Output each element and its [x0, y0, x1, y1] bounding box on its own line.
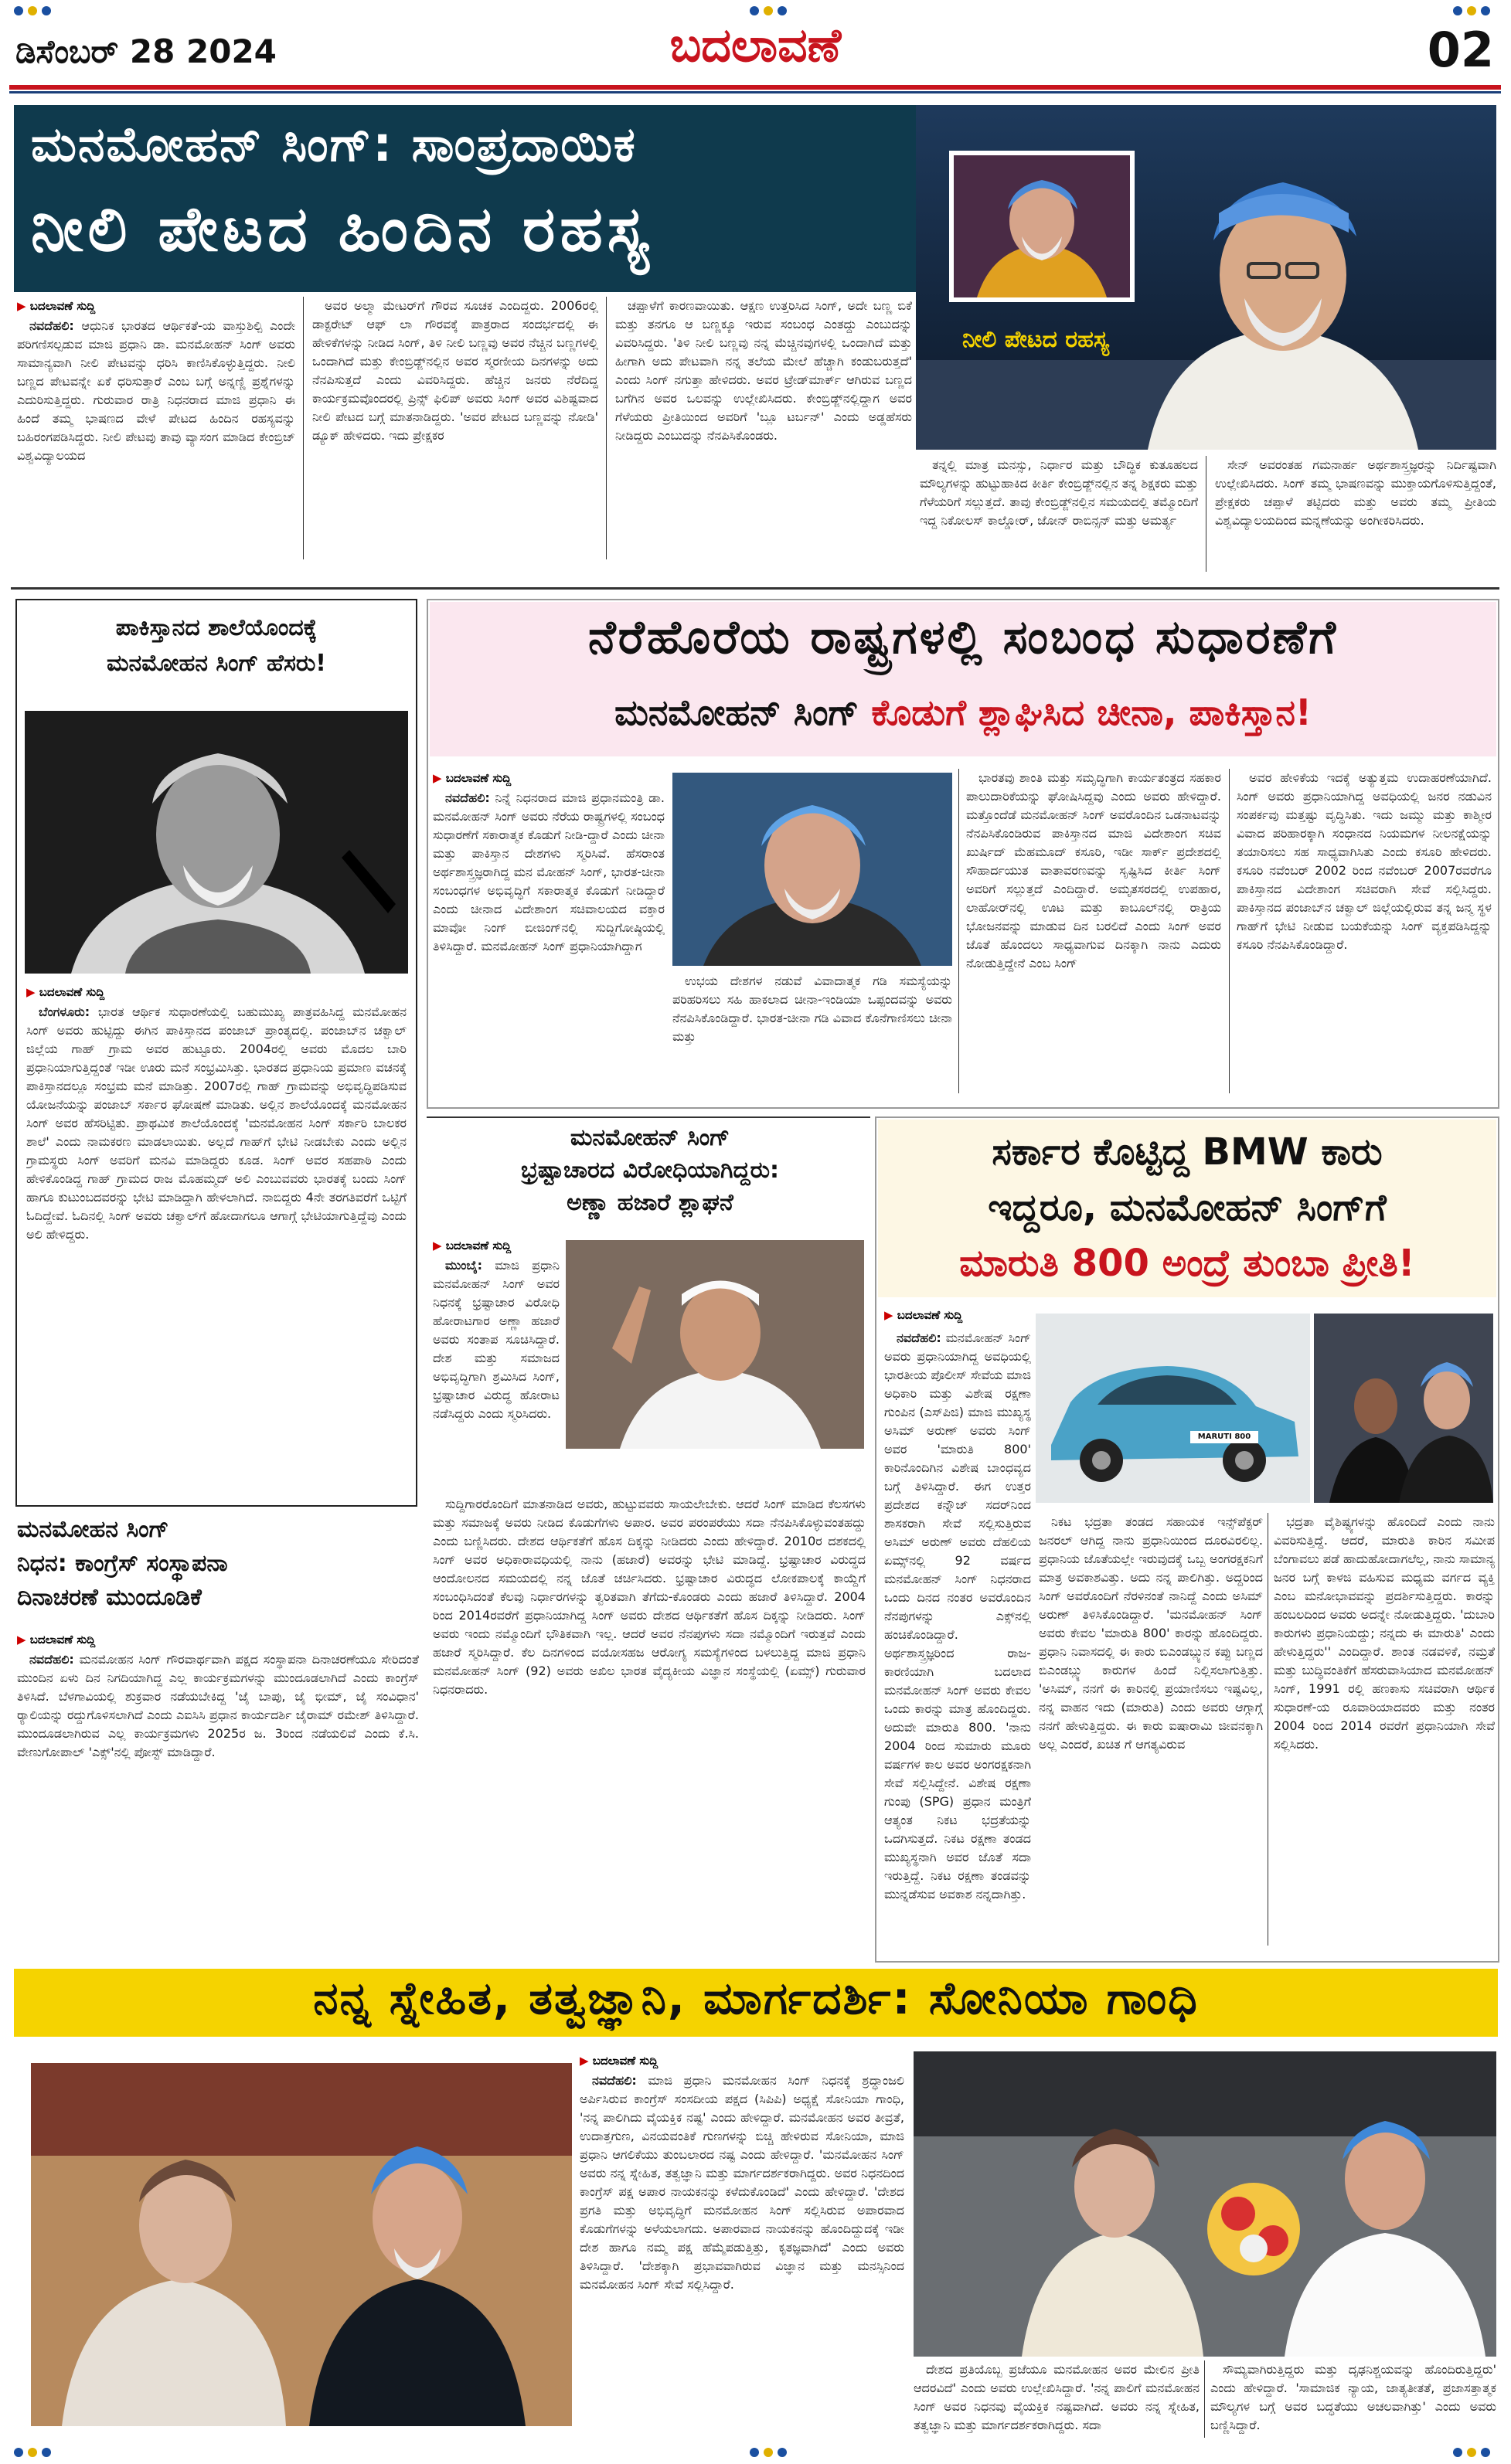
story7-byline: ▶ ಬದಲಾವಣೆ ಸುದ್ದಿ	[580, 2051, 904, 2070]
story3-body: ಮನಮೋಹನ ಸಿಂಗ್ ಗೌರವಾರ್ಥವಾಗಿ ಪಕ್ಷದ ಸಂಸ್ಥಾಪನಾ ದಿನಾಚರಣೆಯೂ ಸೇರಿದಂತೆ ಮುಂದಿನ ಏಳು ದಿನ ನಿಗದಿಯಾಗಿದ್ದ ಎಲ್ಲ ಕಾರ್ಯಕ್ರಮಗಳನ್ನು ಮುಂದೂಡಲಾಗಿದೆ ಎಂದು ಕಾಂಗ್ರೆಸ್ ತಿಳಿಸಿದೆ. ಬೆಳಗಾವಿಯಲ್ಲಿ ಶುಕ್ರವಾರ ನಡೆಯಬೇಕಿದ್ದ 'ಜೈ ಬಾಪು, ಜೈ ಭೀಮ್, ಜೈ ಸಂವಿಧಾನ' ರ್‍ಯಾಲಿಯನ್ನು ರದ್ದುಗೊಳಿಸಲಾಗಿದೆ ಎಂದು ಎಐಸಿಸಿ ಪ್ರಧಾನ ಕಾರ್ಯದರ್ಶಿ ಜೈರಾಮ್ ರಮೇಶ್ ತಿಳಿಸಿದ್ದಾರೆ. ಮುಂದೂಡಲಾಗಿರುವ ಎಲ್ಲ ಕಾರ್ಯಕ್ರಮಗಳು 2025ರ ಜ. 3ರಿಂದ ನಡೆಯಲಿವೆ ಎಂದು ಕೆ.ಸಿ. ವೇಣುಗೋಪಾಲ್ 'ಎಕ್ಸ್'ನಲ್ಲಿ ಪೋಸ್ಟ್ ಮಾಡಿದ್ದಾರೆ.	[17, 1652, 419, 1759]
story7-body-1: ಮಾಜಿ ಪ್ರಧಾನಿ ಮನಮೋಹನ ಸಿಂಗ್ ನಿಧನಕ್ಕೆ ಶ್ರದ್ಧಾಂಜಲಿ ಅರ್ಪಿಸಿರುವ ಕಾಂಗ್ರೆಸ್ ಸಂಸದೀಯ ಪಕ್ಷದ (ಸಿಪಿಪಿ) ಅಧ್ಯಕ್ಷೆ ಸೋನಿಯಾ ಗಾಂಧಿ, 'ನನ್ನ ಪಾಲಿಗಿದು ವೈಯಕ್ತಿಕ ನಷ್ಟ' ಎಂದು ಹೇಳಿದ್ದಾರೆ. ಮನಮೋಹನ ಅವರ ತೀವ್ರತೆ, ಉದಾತ್ತಗುಣ, ವಿನಯವಂತಿಕೆ ಗುಣಗಳನ್ನು ಬಿಚ್ಚಿ ಹೇಳಿರುವ ಸೋನಿಯಾ, ಮಾಜಿ ಪ್ರಧಾನಿ ಆಗಲಿಕೆಯು ತುಂಬಲಾರದ ನಷ್ಟ ಎಂದು ಹೇಳಿದ್ದಾರೆ. 'ಮನಮೋಹನ ಸಿಂಗ್ ಅವರು ನನ್ನ ಸ್ನೇಹಿತ, ತತ್ವಜ್ಞಾನಿ ಮತ್ತು ಮಾರ್ಗದರ್ಶಕರಾಗಿದ್ದರು. ಅವರ ನಿಧನದಿಂದ ಕಾಂಗ್ರೆಸ್ ಪಕ್ಷ ಅಪಾರ ನಾಯಕನನ್ನು ಕಳೆದುಕೊಂಡಿದೆ' ಎಂದು ಹೇಳಿದ್ದಾರೆ. 'ದೇಶದ ಪ್ರಗತಿ ಮತ್ತು ಅಭಿವೃದ್ಧಿಗೆ ಮನಮೋಹನ ಸಿಂಗ್ ಸಲ್ಲಿಸಿರುವ ಅಪಾರವಾದ ಕೊಡುಗೆಗಳನ್ನು ಅಳೆಯಲಾಗದು. ಅಪಾರವಾದ ನಾಯಕನನ್ನು ಹೊಂದಿದ್ದುದಕ್ಕೆ ಇಡೀ ದೇಶ ಹಾಗೂ ನಮ್ಮ ಪಕ್ಷ ಹೆಮ್ಮೆಪಡುತ್ತಿತ್ತು, ಕೃತಜ್ಞವಾಗಿದೆ' ಎಂದು ಅವರು ತಿಳಿಸಿದ್ದಾರೆ. 'ದೇಶಕ್ಕಾಗಿ ಪ್ರಭಾವವಾಗಿರುವ ವಿಜ್ಞಾನ ಮತ್ತು ಮನಸ್ಸಿನಿಂದ ಮನಮೋಹನ ಸಿಂಗ್ ಸೇವೆ ಸಲ್ಲಿಸಿದ್ದಾರೆ.	[580, 2073, 904, 2292]
story1-column-3	[615, 297, 912, 575]
story5-column-short	[433, 1236, 560, 1491]
story5-body-short: ಮಾಜಿ ಪ್ರಧಾನಿ ಮನಮೋಹನ್ ಸಿಂಗ್ ಅವರ ನಿಧನಕ್ಕೆ ಭ್ರಷ್ಟಾಚಾರ ವಿರೋಧಿ ಹೋರಾಟಗಾರ ಅಣ್ಣಾ ಹಜಾರೆ ಅವರು ಸಂತಾಪ ಸೂಚಿಸಿದ್ದಾರೆ. ದೇಶ ಮತ್ತು ಸಮಾಜದ ಅಭಿವೃದ್ಧಿಗಾಗಿ ಶ್ರಮಿಸಿದ ಸಿಂಗ್, ಭ್ರಷ್ಟಾಚಾರ ವಿರುದ್ಧ ಹೋರಾಟ ನಡೆಸಿದ್ದರು ಎಂದು ಸ್ಮರಿಸಿದರು.	[433, 1258, 560, 1421]
story4-photo	[672, 773, 952, 966]
story1-column-2	[312, 297, 598, 575]
top-left-dots	[14, 6, 51, 15]
story7-photo-1	[31, 2063, 572, 2426]
story6-headline-line3: ಮಾರುತಿ 800 ಅಂದ್ರೆ ತುಂಬಾ ಪ್ರೀತಿ!	[959, 1242, 1415, 1285]
bottom-right-dots	[1453, 2448, 1490, 2457]
story6-car-photo	[1036, 1314, 1310, 1503]
story4-body-2: ಉಭಯ ದೇಶಗಳ ನಡುವೆ ವಿವಾದಾತ್ಮಕ ಗಡಿ ಸಮಸ್ಯೆಯನ್ನು ಪರಿಹರಿಸಲು ಸಹಿ ಹಾಕಲಾದ ಚೀನಾ-ಇಂಡಿಯಾ ಒಪ್ಪಂದವನ್ನು ಅವರು ನೆನಪಿಸಿಕೊಂಡಿದ್ದಾರೆ. ಭಾರತ-ಚೀನಾ ಗಡಿ ವಿವಾದ ಕೊನೆಗಾಣಿಸಲು ಚೀನಾ ಮತ್ತು	[672, 974, 952, 1044]
story4-column-1	[417, 769, 665, 1101]
story1-body-4: ತನ್ನಲ್ಲಿ ಮಾತ್ರ ಮನಸ್ಸು, ನಿರ್ಧಾರ ಮತ್ತು ಬೌದ್ಧಿಕ ಕುತೂಹಲದ ಮೌಲ್ಯಗಳನ್ನು ಹುಟ್ಟುಹಾಕಿದ ಕೀರ್ತಿ ಕೇಂಬ್ರಿಡ್ಜ್‌ನಲ್ಲಿನ ತನ್ನ ಶಿಕ್ಷಕರು ಮತ್ತು ಗೆಳೆಯರಿಗೆ ಸಲ್ಲುತ್ತದೆ. ತಾವು ಕೇಂಬ್ರಿಡ್ಜ್‌ನಲ್ಲಿನ ಸಮಯದಲ್ಲಿ ತಮ್ಮೊಂದಿಗೆ ಇದ್ದ ನಿಕೋಲಸ್ ಕಾಲ್ಡೋರ್, ಜೋನ್ ರಾಬಿನ್ಸನ್ ಮತ್ತು ಅಮರ್ತ್ಯ	[920, 457, 1198, 528]
story2-body: ಭಾರತ ಆರ್ಥಿಕ ಸುಧಾರಣೆಯಲ್ಲಿ ಬಹುಮುಖ್ಯ ಪಾತ್ರವಹಿಸಿದ್ದ ಮನಮೋಹನ ಸಿಂಗ್ ಅವರು ಹುಟ್ಟಿದ್ದು ಈಗಿನ ಪಾಕಿಸ್ತಾನದ ಪಂಜಾಬ್ ಪ್ರಾಂತ್ಯದಲ್ಲಿ. ಪಂಜಾಬ್‌ನ ಚಕ್ವಾಲ್ ಜಿಲ್ಲೆಯ ಗಾಹ್ ಗ್ರಾಮ ಅವರ ಹುಟ್ಟೂರು. 2004ರಲ್ಲಿ ಅವರು ಮೊದಲ ಬಾರಿ ಪ್ರಧಾನಿಯಾಗುತ್ತಿದ್ದಂತೆ ಇಡೀ ಊರು ಮನೆ ಸಂಭ್ರಮಿಸಿತ್ತು. ಭಾರತದ ಪ್ರಧಾನಿಯ ಪ್ರಮಾಣ ವಚನಕ್ಕೆ ಪಾಕಿಸ್ತಾನದಲ್ಲೂ ಸಂಭ್ರಮ ಮನೆ ಮಾಡಿತ್ತು. 2007ರಲ್ಲಿ ಗಾಹ್ ಗ್ರಾಮವನ್ನು ಅಭಿವೃದ್ಧಿಪಡಿಸುವ ಯೋಜನೆಯನ್ನು ಪಂಜಾಬ್ ಸರ್ಕಾರ ಘೋಷಣೆ ಮಾಡಿತು. ಅಲ್ಲಿನ ಶಾಲೆಯೊಂದಕ್ಕೆ ಮನಮೋಹನ ಸಿಂಗ್ ಅವರ ಹೆಸರಿಟ್ಟಿತು. ಪ್ರಾಥಮಿಕ ಶಾಲೆಯೊಂದಕ್ಕೆ 'ಮನಮೋಹನ ಸಿಂಗ್ ಸರ್ಕಾರಿ ಬಾಲಕರ ಶಾಲೆ' ಎಂದು ನಾಮಕರಣ ಮಾಡಲಾಯಿತು. ಅಲ್ಲದೆ ಗಾಹ್‌ಗೆ ಭೇಟಿ ನೀಡಬೇಕು ಎಂದು ಅಲ್ಲಿನ ಗ್ರಾಮಸ್ಥರು ಸಿಂಗ್ ಅವರಿಗೆ ಮನವಿ ಮಾಡಿದ್ದರು ಕೂಡ. ಸಿಂಗ್ ಅವರ ಸಹಪಾಠಿ ಎಂದು ಹೇಳಿಕೊಂಡಿದ್ದ ಗಾಹ್ ಗ್ರಾಮದ ರಾಜ ಮೊಹಮ್ಮದ್ ಅಲಿ ಎಂಬುವವರು ಭಾರತಕ್ಕೆ ಬಂದು ಸಿಂಗ್ ಹಾಗೂ ಕುಟುಂಬದವರನ್ನು ಭೇಟಿ ಮಾಡಿದ್ದಾಗಿ ಹೇಳಲಾಗಿದೆ. ನಾಬಿದ್ದರು 4ನೇ ತರಗತಿವರೆಗೆ ಒಟ್ಟಿಗೆ ಓದಿದ್ದೇವೆ. ಓದಿನಲ್ಲಿ ಸಿಂಗ್ ಅವರು ಚಕ್ವಾಲ್‌ಗೆ ಹೋದಾಗಲೂ ಆಗಾಗ್ಗೆ ಭೇಟಿಯಾಗುತ್ತಿದ್ದೆವು ಎಂದು ಅಲಿ ಹೇಳಿದ್ದರು.	[26, 1004, 407, 1242]
story6-headline-line1: ಸರ್ಕಾರ ಕೊಟ್ಟಿದ್ದ BMW ಕಾರು	[992, 1130, 1383, 1174]
story4-column-3	[966, 769, 1221, 1101]
story7-body-3: ಸೌಮ್ಯವಾಗಿರುತ್ತಿದ್ದರು ಮತ್ತು ದೃಢನಿಶ್ಚಯವನ್ನು ಹೊಂದಿರುತ್ತಿದ್ದರು' ಎಂದು ಹೇಳಿದ್ದಾರೆ. 'ಸಾಮಾಜಿಕ ನ್ಯಾಯ, ಜಾತ್ಯತೀತತೆ, ಪ್ರಜಾಸತ್ತಾತ್ಮಕ ಮೌಲ್ಯಗಳ ಬಗ್ಗೆ ಅವರ ಬದ್ಧತೆಯು ಅಚಲವಾಗಿತ್ತು' ಎಂದು ಅವರು ಬಣ್ಣಿಸಿದ್ದಾರೆ.	[1210, 2362, 1496, 2432]
story6-headline	[878, 1124, 1496, 1291]
story6-person-photo	[1314, 1314, 1493, 1503]
top-center-dots	[750, 6, 787, 15]
story2-byline: ▶ ಬದಲಾವಣೆ ಸುದ್ದಿ	[26, 983, 407, 1001]
story7-column-1	[580, 2051, 904, 2360]
story7-column-2	[914, 2360, 1200, 2445]
story2-photo	[25, 711, 408, 974]
story4-headline-highlight: ಕೊಡುಗೆ ಶ್ಲಾಘಿಸಿದ ಚೀನಾ, ಪಾಕಿಸ್ತಾನ!	[871, 692, 1312, 733]
story1-body-1: ಆಧುನಿಕ ಭಾರತದ ಆರ್ಥಿಕತೆ-ಯ ವಾಸ್ತುಶಿಲ್ಪಿ ಎಂದೇ ಪರಿಗಣಿಸಲ್ಪಡುವ ಮಾಜಿ ಪ್ರಧಾನಿ ಡಾ. ಮನಮೋಹನ್ ಸಿಂಗ್ ಅವರು ಸಾಮಾನ್ಯವಾಗಿ ನೀಲಿ ಪೇಟವನ್ನು ಧರಿಸಿ ಕಾಣಿಸಿಕೊಳ್ಳುತ್ತಿದ್ದರು. ನೀಲಿ ಬಣ್ಣದ ಪೇಟವನ್ನೇ ಏಕೆ ಧರಿಸುತ್ತಾರೆ ಎಂಬ ಬಗ್ಗೆ ಅನ್ನಣ್ಣಿ ಪ್ರಶ್ನೆಗಳನ್ನು ಎದುರಿಸುತ್ತಿದ್ದರು. ಗುರುವಾರ ರಾತ್ರಿ ನಿಧನರಾದ ಮಾಜಿ ಪ್ರಧಾನಿ ಈ ಹಿಂದೆ ತಮ್ಮ ಭಾಷಣದ ವೇಳೆ ಪೇಟದ ಹಿಂದಿನ ರಹಸ್ಯವನ್ನು ಬಹಿರಂಗಪಡಿಸಿದ್ದರು. ನೀಲಿ ಪೇಟವು ತಾವು ವ್ಯಾಸಂಗ ಮಾಡಿದ ಕೇಂಬ್ರಿಜ್ ವಿಶ್ವವಿದ್ಯಾಲಯದ	[17, 318, 295, 463]
story5-body-full: ಸುದ್ದಿಗಾರರೊಂದಿಗೆ ಮಾತನಾಡಿದ ಅವರು, ಹುಟ್ಟುವವರು ಸಾಯಲೇಬೇಕು. ಆದರೆ ಸಿಂಗ್ ಮಾಡಿದ ಕೆಲಸಗಳು ಮತ್ತು ಸಮಾಜಕ್ಕೆ ಅವರು ನೀಡಿದ ಕೊಡುಗೆಗಳು ಅಪಾರ. ಅವರ ಪರಂಪರೆಯು ಸದಾ ನೆನಪಿಸಿಕೊಳ್ಳುವಂತಹದ್ದು ಎಂದು ಬಣ್ಣಿಸಿದರು. ದೇಶದ ಆರ್ಥಿಕತೆಗೆ ಹೊಸ ದಿಕ್ಕನ್ನು ನೀಡಿದರು ಎಂದು ಹೇಳಿದ್ದಾರೆ. 2010ರ ದಶಕದಲ್ಲಿ ಸಿಂಗ್ ಅವರ ಅಧಿಕಾರಾವಧಿಯಲ್ಲಿ ನಾನು (ಹಜಾರೆ) ಅವರನ್ನು ಭೇಟಿ ಮಾಡಿದ್ದೆ. ಭ್ರಷ್ಟಾಚಾರ ವಿರುದ್ಧದ ಆಂದೋಲನದ ಸಮಯದಲ್ಲಿ ನನ್ನ ಜೊತೆ ಚರ್ಚಿಸಿದರು. ಭ್ರಷ್ಟಾಚಾರ ವಿರುದ್ಧದ ಲೋಕಪಾಲಕ್ಕೆ ಕಾಯ್ದೆಗೆ ಸಂಬಂಧಿಸಿದಂತೆ ಕೆಲವು ನಿರ್ಧಾರಗಳನ್ನು ತ್ವರಿತವಾಗಿ ತೆಗೆದು-ಕೊಂಡರು ಎಂದು ಹಜಾರೆ ತಿಳಿಸಿದ್ದಾರೆ. 2004 ರಿಂದ 2014ರವರೆಗೆ ಪ್ರಧಾನಿಯಾಗಿದ್ದ ಸಿಂಗ್ ಅವರು ದೇಶದ ಆರ್ಥಿಕತೆಗೆ ಹೊಸ ದಿಕ್ಕನ್ನು ನೀಡಿದರು. ಸಿಂಗ್ ಅವರು ಇಂದು ನಮ್ಮೊಂದಿಗೆ ಭೌತಿಕವಾಗಿ ಇಲ್ಲ. ಆದರೆ ಅವರ ನೆನಪುಗಳು ಸದಾ ನಮ್ಮೊಂದಿಗೆ ಇರುತ್ತವೆ ಎಂದು ಹಜಾರೆ ಸ್ಮರಿಸಿದ್ದಾರೆ. ಕೆಲ ದಿನಗಳಿಂದ ವಯೋಸಹಜ ಆರೋಗ್ಯ ಸಮಸ್ಯೆಗಳಿಂದ ಬಳಲುತ್ತಿದ್ದ ಮಾಜಿ ಪ್ರಧಾನಿ ಮನಮೋಹನ್ ಸಿಂಗ್ (92) ಅವರು ಅಖಿಲ ಭಾರತ ವೈದ್ಯಕೀಯ ವಿಜ್ಞಾನ ಸಂಸ್ಥೆಯಲ್ಲಿ (ಏಮ್ಸ್) ಗುರುವಾರ ನಿಧನರಾದರು.	[433, 1497, 866, 1697]
story1-photo-caption: ನೀಲಿ ಪೇಟದ ರಹಸ್ಯ	[961, 326, 1110, 353]
story3-headline	[17, 1513, 419, 1615]
story1-headline-line2: ನೀಲಿ ಪೇಟದ ಹಿಂದಿನ ರಹಸ್ಯ	[31, 193, 654, 265]
story1-column-4	[920, 456, 1198, 579]
story5-headline-line1: ಮನಮೋಹನ್ ಸಿಂಗ್	[570, 1124, 730, 1151]
top-right-dots	[1453, 6, 1490, 15]
story1-headline-line1: ಮನಮೋಹನ್ ಸಿಂಗ್: ಸಾಂಪ್ರದಾಯಿಕ	[31, 116, 637, 172]
story6-headline-line2: ಇದ್ದರೂ, ಮನಮೋಹನ್ ಸಿಂಗ್‌ಗೆ	[988, 1186, 1387, 1229]
story3-dateline: ನವದೆಹಲಿ:	[29, 1652, 74, 1667]
story1-column-1	[17, 297, 295, 575]
story7-photo-2	[914, 2051, 1496, 2357]
story6-body-3: ಭದ್ರತಾ ವೈಶಿಷ್ಟ್ಯಗಳನ್ನು ಹೊಂದಿದೆ ಎಂದು ನಾನು ವಿವರಿಸುತ್ತಿದ್ದೆ. ಆದರೆ, ಮಾರುತಿ ಕಾರಿನ ಸಮೀಪ ಬೆಂಗಾವಲು ಪಡೆ ಹಾದುಹೋದಾಗಲೆಲ್ಲ, ನಾನು ಸಾಮಾನ್ಯ ಜನರ ಬಗ್ಗೆ ಕಾಳಜಿ ವಹಿಸುವ ಮಧ್ಯಮ ವರ್ಗದ ವ್ಯಕ್ತಿ ಎಂಬ ಮನೋಭಾವವನ್ನು ಪ್ರದರ್ಶಿಸುತ್ತಿದ್ದರು. ಕಾರನ್ನು ಹಂಬಲದಿಂದ ಅವರು ಅದನ್ನೇ ನೋಡುತ್ತಿದ್ದರು. 'ದುಬಾರಿ ಕಾರುಗಳು ಪ್ರಧಾನಿಯದ್ದು; ನನ್ನದು ಈ ಮಾರುತಿ' ಎಂದು ಹೇಳುತ್ತಿದ್ದರು'' ಎಂದಿದ್ದಾರೆ. ಶಾಂತ ನಡವಳಿಕೆ, ನಮ್ರತೆ ಮತ್ತು ಬುದ್ಧಿವಂತಿಕೆಗೆ ಹೆಸರುವಾಸಿಯಾದ ಮನಮೋಹನ್ ಸಿಂಗ್, 1991 ರಲ್ಲಿ ಹಣಕಾಸು ಸಚಿವರಾಗಿ ಆರ್ಥಿಕ ಸುಧಾರಣೆ-ಯ ರೂವಾರಿಯಾದವರು ಮತ್ತು ನಂತರ 2004 ರಿಂದ 2014 ರವರೆಗೆ ಪ್ರಧಾನಿಯಾಗಿ ಸೇವೆ ಸಲ್ಲಿಸಿದರು.	[1274, 1514, 1495, 1752]
story3-body-column	[17, 1630, 419, 1955]
story7-headline: ನನ್ನ ಸ್ನೇಹಿತ, ತತ್ವಜ್ಞಾನಿ, ಮಾರ್ಗದರ್ಶಿ: ಸೋನಿಯಾ ಗಾಂಧಿ	[313, 1972, 1199, 2024]
story5-headline-line2: ಭ್ರಷ್ಟಾಚಾರದ ವಿರೋಧಿಯಾಗಿದ್ದರು:	[521, 1157, 779, 1184]
story3-headline-line1: ಮನಮೋಹನ ಸಿಂಗ್	[17, 1516, 169, 1543]
story2-headline	[23, 610, 410, 681]
story4-body-3: ಭಾರತವು ಶಾಂತಿ ಮತ್ತು ಸಮೃದ್ಧಿಗಾಗಿ ಕಾರ್ಯತಂತ್ರದ ಸಹಕಾರ ಪಾಲುದಾರಿಕೆಯನ್ನು ಘೋಷಿಸಿದ್ದವು ಎಂದು ಅವರು ಹೇಳಿದ್ದಾರೆ. ಮತ್ತೊಂದೆಡೆ ಮನಮೋಹನ್ ಸಿಂಗ್ ಅವರೊಂದಿನ ಒಡನಾಟವನ್ನು ನೆನಪಿಸಿಕೊಂಡಿರುವ ಪಾಕಿಸ್ತಾನದ ಮಾಜಿ ವಿದೇಶಾಂಗ ಸಚಿವ ಖುರ್ಷಿದ್ ಮೆಹಮೂದ್ ಕಸೂರಿ, ಇಡೀ ಸಾರ್ಕ್ ಪ್ರದೇಶದಲ್ಲಿ ಸೌಹಾರ್ದಯುತ ವಾತಾವರಣವನ್ನು ಸೃಷ್ಟಿಸಿದ ಕೀರ್ತಿ ಸಿಂಗ್ ಅವರಿಗೆ ಸಲ್ಲುತ್ತದೆ ಎಂದಿದ್ದಾರೆ. ಅಮೃತಸರದಲ್ಲಿ ಉಪಹಾರ, ಲಾಹೋರ್‌ನಲ್ಲಿ ಊಟ ಮತ್ತು ಕಾಬೂಲ್‌ನಲ್ಲಿ ರಾತ್ರಿಯ ಭೋಜನವನ್ನು ಮಾಡುವ ದಿನ ಬರಲಿದೆ ಎಂದು ಸಿಂಗ್ ಅವರ ಜೊತೆ ಹೊಂದಲು ಸಾಧ್ಯವಾಗುವ ದಿನಕ್ಕಾಗಿ ನಾನು ಎದುರು ನೋಡುತ್ತಿದ್ದೇನೆ ಎಂಬ ಸಿಂಗ್	[966, 770, 1221, 970]
story6-column-1	[884, 1329, 1031, 1959]
page-number: 02	[1427, 22, 1494, 78]
story5-headline	[430, 1122, 870, 1219]
story2-headline-line1: ಪಾಕಿಸ್ತಾನದ ಶಾಲೆಯೊಂದಕ್ಕೆ	[115, 614, 318, 641]
issue-date: ಡಿಸೆಂಬರ್ 28 2024	[15, 32, 277, 70]
story4-headline-line1: ನೆರೆಹೊರೆಯ ರಾಷ್ಟ್ರಗಳಲ್ಲಿ ಸಂಬಂಧ ಸುಧಾರಣೆಗೆ	[587, 610, 1339, 664]
story5-headline-line3: ಅಣ್ಣಾ ಹಜಾರೆ ಶ್ಲಾಘನೆ	[567, 1189, 733, 1216]
story3-headline-line3: ದಿನಾಚರಣೆ ಮುಂದೂಡಿಕೆ	[17, 1584, 202, 1611]
story2-headline-line2: ಮನಮೋಹನ ಸಿಂಗ್ ಹೆಸರು!	[107, 650, 326, 677]
story1-body-3: ಚಪ್ಪಾಳೆಗೆ ಕಾರಣವಾಯಿತು. ಆಕ್ಷಣ ಉತ್ತರಿಸಿದ ಸಿಂಗ್, ಅದೇ ಬಣ್ಣ ಬಿಕೆ ಮತ್ತು ತನಗೂ ಆ ಬಣ್ಣಕ್ಕೂ ಇರುವ ಸಂಬಂಧ ಎಂತದ್ದು ಎಂಬುದನ್ನು ವಿವರಿಸಿದ್ದರು. 'ತಿಳಿ ನೀಲಿ ಬಣ್ಣವು ನನ್ನ ಮೆಚ್ಚಿನವುಗಳಲ್ಲಿ ಒಂದಾಗಿದೆ ಮತ್ತು ಹೀಗಾಗಿ ಅದು ಪೇಟವಾಗಿ ನನ್ನ ತಲೆಯ ಮೇಲೆ ಹೆಚ್ಚಾಗಿ ಕಂಡುಬರುತ್ತದೆ' ಎಂದು ಸಿಂಗ್ ನಗುತ್ತಾ ಹೇಳಿದರು. ಅವರ ಟ್ರೇಡ್‌ಮಾರ್ಕ್ ಆಗಿರುವ ಬಣ್ಣದ ಬಗೆಗಿನ ಅವರ ಒಲವನ್ನು ಉಲ್ಲೇಖಿಸಿದರು. ಕೇಂಬ್ರಿಡ್ಜ್‌ನಲ್ಲಿದ್ದಾಗ ಅವರ ಗೆಳೆಯರು ಪ್ರೀತಿಯಿಂದ ಅವರಿಗೆ 'ಬ್ಲೂ ಟರ್ಬನ್' ಎಂದು ಅಡ್ಡಹೆಸರು ನೀಡಿದ್ದರು ಎಂಬುದನ್ನು ನೆನಪಿಸಿಕೊಂಡರು.	[615, 298, 912, 443]
story4-headline-name: ಮನಮೋಹನ್ ಸಿಂಗ್	[614, 692, 859, 733]
story4-headline-line2	[430, 692, 1496, 735]
story4-body-1: ನಿನ್ನೆ ನಿಧನರಾದ ಮಾಜಿ ಪ್ರಧಾನಮಂತ್ರಿ ಡಾ. ಮನಮೋಹನ್ ಸಿಂಗ್ ಅವರು ನೆರೆಯ ರಾಷ್ಟ್ರಗಳಲ್ಲಿ ಸಂಬಂಧ ಸುಧಾರಣೆಗೆ ಸಕಾರಾತ್ಮಕ ಕೊಡುಗೆ ನೀಡಿ-ದ್ದಾರೆ ಎಂದು ಚೀನಾ ಮತ್ತು ಪಾಕಿಸ್ತಾನ ದೇಶಗಳು ಸ್ಮರಿಸಿವೆ. ಹೆಸರಾಂತ ಅರ್ಥಶಾಸ್ತ್ರಜ್ಞರಾಗಿದ್ದ ಮನ ಮೋಹನ್ ಸಿಂಗ್, ಭಾರತ-ಚೀನಾ ಸಂಬಂಧಗಳ ಅಭಿವೃದ್ಧಿಗೆ ಸಕಾರಾತ್ಮಕ ಕೊಡುಗೆ ನೀಡಿದ್ದಾರೆ ಎಂದು ಚೀನಾದ ವಿದೇಶಾಂಗ ಸಚಿವಾಲಯದ ವಕ್ತಾರ ಮಾವೋ ನಿಂಗ್ ಬೀಜಿಂಗ್‌ನಲ್ಲಿ ಸುದ್ದಿಗೋಷ್ಠಿಯಲ್ಲಿ ತಿಳಿಸಿದ್ದಾರೆ. ಮನಮೋಹನ್ ಸಿಂಗ್ ಪ್ರಧಾನಿಯಾಗಿದ್ದಾಗ	[433, 790, 665, 953]
story6-byline: ▶ ಬದಲಾವಣೆ ಸುದ್ದಿ	[884, 1306, 1031, 1324]
story2-body-column	[26, 983, 407, 1493]
story7-dateline: ನವದೆಹಲಿ:	[592, 2073, 637, 2088]
story5-dateline: ಮುಂಬೈ:	[445, 1258, 483, 1273]
bottom-left-dots	[14, 2448, 51, 2457]
story2-dateline: ಬೆಂಗಳೂರು:	[39, 1004, 90, 1019]
story1-column-5	[1215, 456, 1496, 579]
bottom-center-dots	[750, 2448, 787, 2457]
story1-dateline: ನವದೆಹಲಿ:	[29, 318, 74, 333]
story7-column-3	[1210, 2360, 1496, 2445]
story7-body-2: ದೇಶದ ಪ್ರತಿಯೊಬ್ಬ ಪ್ರಜೆಯೂ ಮನಮೋಹನ ಅವರ ಮೇಲಿನ ಪ್ರೀತಿ ಆದರವಿದೆ' ಎಂದು ಅವರು ಉಲ್ಲೇಖಿಸಿದ್ದಾರೆ. 'ನನ್ನ ಪಾಲಿಗೆ ಮನಮೋಹನ ಸಿಂಗ್ ಅವರ ನಿಧನವು ವೈಯಕ್ತಿಕ ನಷ್ಟವಾಗಿದೆ. ಅವರು ನನ್ನ ಸ್ನೇಹಿತ, ತತ್ವಜ್ಞಾನಿ ಮತ್ತು ಮಾರ್ಗದರ್ಶಕರಾಗಿದ್ದರು. ಸದಾ	[914, 2362, 1200, 2432]
story3-byline: ▶ ಬದಲಾವಣೆ ಸುದ್ದಿ	[17, 1630, 419, 1649]
story5-photo	[566, 1240, 864, 1449]
car-plate: MARUTI 800	[1197, 1433, 1251, 1441]
story6-column-2	[1039, 1513, 1263, 1961]
story4-body-4: ಅವರ ಹೇಳಿಕೆಯ ಇದಕ್ಕೆ ಅತ್ಯುತ್ತಮ ಉದಾಹರಣೆಯಾಗಿದೆ. ಸಿಂಗ್ ಅವರು ಪ್ರಧಾನಿಯಾಗಿದ್ದ ಅವಧಿಯಲ್ಲಿ ಜನರ ನಡುವಿನ ಸಂಪರ್ಕವು ಮತ್ತಷ್ಟು ವೃದ್ಧಿಸಿತು. ಇದು ಜಮ್ಮು ಮತ್ತು ಕಾಶ್ಮೀರ ವಿವಾದ ಪರಿಹಾರಕ್ಕಾಗಿ ಸಂಧಾನದ ನಿಯಮಗಳ ನೀಲನಕ್ಷೆಯನ್ನು ತಯಾರಿಸಲು ಸಹ ಸಾಧ್ಯವಾಗಿಸಿತು ಎಂದು ಕಸೂರಿ ಹೇಳಿದರು. ಕಸೂರಿ ನವೆಂಬರ್ 2002 ರಿಂದ ನವೆಂಬರ್ 2007ರವರೆಗೂ ಪಾಕಿಸ್ತಾನದ ವಿದೇಶಾಂಗ ಸಚಿವರಾಗಿ ಸೇವೆ ಸಲ್ಲಿಸಿದ್ದರು. ಪಾಕಿಸ್ತಾನದ ಪಂಜಾಬ್‌ನ ಚಕ್ವಾಲ್ ಜಿಲ್ಲೆಯಲ್ಲಿರುವ ತನ್ನ ಜನ್ಮ ಸ್ಥಳ ಗಾಹ್‌ಗೆ ಭೇಟಿ ನೀಡುವ ಬಯಕೆಯನ್ನು ಸಿಂಗ್ ವ್ಯಕ್ತಪಡಿಸಿದ್ದನ್ನು ಕಸೂರಿ ನೆನಪಿಸಿಕೊಂಡಿದ್ದಾರೆ.	[1237, 770, 1492, 952]
story4-column-4	[1237, 769, 1492, 1101]
story6-dateline: ನವದೆಹಲಿ:	[897, 1331, 941, 1345]
story6-column-3	[1274, 1513, 1495, 1961]
story5-byline: ▶ ಬದಲಾವಣೆ ಸುದ್ದಿ	[433, 1236, 560, 1255]
header-rule	[9, 85, 1501, 90]
story4-dateline: ನವದೆಹಲಿ:	[445, 790, 490, 805]
story1-byline: ▶ ಬದಲಾವಣೆ ಸುದ್ದಿ	[17, 297, 295, 315]
story1-inset-photo	[949, 151, 1135, 302]
masthead: ಬದಲಾವಣೆ	[669, 19, 842, 73]
story3-headline-line2: ನಿಧನ: ಕಾಂಗ್ರೆಸ್ ಸಂಸ್ಥಾಪನಾ	[17, 1550, 228, 1577]
story6-body-1: ಮನಮೋಹನ್ ಸಿಂಗ್ ಅವರು ಪ್ರಧಾನಿಯಾಗಿದ್ದ ಅವಧಿಯಲ್ಲಿ ಭಾರತೀಯ ಪೊಲೀಸ್ ಸೇವೆಯ ಮಾಜಿ ಅಧಿಕಾರಿ ಮತ್ತು ವಿಶೇಷ ರಕ್ಷಣಾ ಗುಂಪಿನ (ಎಸ್‌ಪಿಜಿ) ಮಾಜಿ ಮುಖ್ಯಸ್ಥ ಅಸಿಮ್ ಅರುಣ್ ಅವರು ಸಿಂಗ್ ಅವರ 'ಮಾರುತಿ 800' ಕಾರಿನೊಂದಿಗಿನ ವಿಶೇಷ ಬಾಂಧವ್ಯದ ಬಗ್ಗೆ ತಿಳಿಸಿದ್ದಾರೆ. ಈಗ ಉತ್ತರ ಪ್ರದೇಶದ ಕನ್ನೌಜ್ ಸದರ್‌ನಿಂದ ಶಾಸಕರಾಗಿ ಸೇವೆ ಸಲ್ಲಿಸುತ್ತಿರುವ ಅಸಿಮ್ ಅರುಣ್ ಅವರು ದೆಹಲಿಯ ಏಮ್ಸ್‌ನಲ್ಲಿ 92 ವರ್ಷದ ಮನಮೋಹನ್ ಸಿಂಗ್ ನಿಧನರಾದ ಒಂದು ದಿನದ ನಂತರ ಅವರೊಂದಿನ ನೆನಪುಗಳನ್ನು ಎಕ್ಸ್‌ನಲ್ಲಿ ಹಂಚಿಕೊಂಡಿದ್ದಾರೆ. ಅರ್ಥಶಾಸ್ತ್ರಜ್ಞರಿಂದ ರಾಜ-ಕಾರಣಿಯಾಗಿ ಬದಲಾದ ಮನಮೋಹನ್ ಸಿಂಗ್ ಅವರು ಕೇವಲ ಒಂದು ಕಾರನ್ನು ಮಾತ್ರ ಹೊಂದಿದ್ದರು. ಅದುವೇ ಮಾರುತಿ 800. 'ನಾನು 2004 ರಿಂದ ಸುಮಾರು ಮೂರು ವರ್ಷಗಳ ಕಾಲ ಅವರ ಅಂಗರಕ್ಷಕನಾಗಿ ಸೇವೆ ಸಲ್ಲಿಸಿದ್ದೇನೆ. ವಿಶೇಷ ರಕ್ಷಣಾ ಗುಂಪು (SPG) ಪ್ರಧಾನ ಮಂತ್ರಿಗೆ ಆತ್ಯಂತ ನಿಕಟ ಭದ್ರತೆಯನ್ನು ಒದಗಿಸುತ್ತದೆ. ನಿಕಟ ರಕ್ಷಣಾ ತಂಡದ ಮುಖ್ಯಸ್ಥನಾಗಿ ಅವರ ಜೊತೆ ಸದಾ ಇರುತ್ತಿದ್ದೆ. ನಿಕಟ ರಕ್ಷಣಾ ತಂಡವನ್ನು ಮುನ್ನಡೆಸುವ ಅವಕಾಶ ನನ್ನದಾಗಿತ್ತು.	[884, 1331, 1031, 1902]
story6-body-2: ನಿಕಟ ಭದ್ರತಾ ತಂಡದ ಸಹಾಯಕ ಇನ್ಸ್‌ಪೆಕ್ಟರ್ ಜನರಲ್ ಆಗಿದ್ದ ನಾನು ಪ್ರಧಾನಿಯಿಂದ ದೂರವಿರಲಿಲ್ಲ. ಪ್ರಧಾನಿಯ ಜೊತೆಯಲ್ಲೇ ಇರುವುದಕ್ಕೆ ಒಬ್ಬ ಅಂಗರಕ್ಷಕನಿಗೆ ಮಾತ್ರ ಅವಕಾಶವಿತ್ತು. ಅದು ನನ್ನ ಪಾಲಿಗಿತ್ತು. ಅದ್ದರಿಂದ ಸಿಂಗ್ ಅವರೊಂದಿಗೆ ನೆರಳಿನಂತೆ ನಾನಿದ್ದೆ ಎಂದು ಅಸಿಮ್ ಅರುಣ್ ತಿಳಿಸಿಕೊಂಡಿದ್ದಾರೆ. 'ಮನಮೋಹನ್ ಸಿಂಗ್ ಅವರು ಕೇವಲ 'ಮಾರುತಿ 800' ಕಾರನ್ನು ಹೊಂದಿದ್ದರು. ಪ್ರಧಾನಿ ನಿವಾಸದಲ್ಲಿ ಈ ಕಾರು ಬಿಎಂಡಬ್ಲ್ಯುನ ಕಪ್ಪು ಬಣ್ಣದ ಬಿಎಂಡಬ್ಲ್ಯು ಕಾರುಗಳ ಹಿಂದೆ ನಿಲ್ಲಿಸಲಾಗುತ್ತಿತ್ತು. 'ಅಸಿಮ್, ನನಗೆ ಈ ಕಾರಿನಲ್ಲಿ ಪ್ರಯಾಣಿಸಲು ಇಷ್ಟವಿಲ್ಲ, ನನ್ನ ವಾಹನ ಇದು (ಮಾರುತಿ) ಎಂದು ಅವರು ಆಗ್ಗಾಗ್ಗೆ ನನಗೆ ಹೇಳುತ್ತಿದ್ದರು. ಈ ಕಾರು ಐಷಾರಾಮಿ ಜೀವನಕ್ಕಾಗಿ ಅಲ್ಲ ಎಂದರೆ, ಖಚಿತ ಗೆ ಆಗತ್ಯವಿರುವ	[1039, 1514, 1263, 1752]
story5-column-full	[433, 1495, 866, 1959]
story1-body-5: ಸೇನ್ ಅವರಂತಹ ಗಮನಾರ್ಹ ಅರ್ಥಶಾಸ್ತ್ರಜ್ಞರನ್ನು ನಿರ್ದಿಷ್ಟವಾಗಿ ಉಲ್ಲೇಖಿಸಿದರು. ಸಿಂಗ್ ತಮ್ಮ ಭಾಷಣವನ್ನು ಮುಕ್ತಾಯಗೊಳಿಸುತ್ತಿದ್ದಂತೆ, ಪ್ರೇಕ್ಷಕರು ಚಪ್ಪಾಳೆ ತಟ್ಟಿದರು ಮತ್ತು ಅವರು ತಮ್ಮ ಪ್ರೀತಿಯ ವಿಶ್ವವಿದ್ಯಾಲಯದಿಂದ ಮನ್ನಣೆಯನ್ನು ಅಂಗೀಕರಿಸಿದರು.	[1215, 457, 1496, 528]
story1-body-2: ಅವರ ಅಲ್ಮಾ ಮೇಟರ್‌ಗೆ ಗೌರವ ಸೂಚಕ ಎಂದಿದ್ದರು. 2006ರಲ್ಲಿ ಡಾಕ್ಟರೇಟ್ ಆಫ್ ಲಾ ಗೌರವಕ್ಕೆ ಪಾತ್ರರಾದ ಸಂದರ್ಭದಲ್ಲಿ ಈ ಹೇಳಿಕೆಗಳನ್ನು ನೀಡಿದ ಸಿಂಗ್, ತಿಳಿ ನೀಲಿ ಬಣ್ಣವು ಅವರ ನೆಚ್ಚಿನ ಬಣ್ಣಗಳಲ್ಲಿ ಒಂದಾಗಿದೆ ಮತ್ತು ಕೇಂಬ್ರಿಡ್ಜ್‌ನಲ್ಲಿನ ಅವರ ಸ್ಮರಣೀಯ ದಿನಗಳನ್ನು ಅದು ನೆನಪಿಸುತ್ತದೆ ಎಂದು ವಿವರಿಸಿದ್ದರು. ಹೆಚ್ಚಿನ ಜನರು ನೆರೆದಿದ್ದ ಕಾರ್ಯಕ್ರಮವೊಂದರಲ್ಲಿ ಪ್ರಿನ್ಸ್ ಫಿಲಿಪ್ ಅವರು ಸಿಂಗ್ ಅವರ ವಿಶಿಷ್ಟವಾದ ನೀಲಿ ಪೇಟದ ಬಗ್ಗೆ ಮಾತನಾಡಿದ್ದರು. 'ಅವರ ಪೇಟದ ಬಣ್ಣವನ್ನು ನೋಡಿ' ಡ್ಯೂಕ್ ಹೇಳಿದರು. ಇದು ಪ್ರೇಕ್ಷಕರ	[312, 298, 598, 443]
story4-column-2	[672, 972, 952, 1103]
story4-byline: ▶ ಬದಲಾವಣೆ ಸುದ್ದಿ	[433, 769, 665, 787]
header-rule-2	[9, 91, 1501, 93]
